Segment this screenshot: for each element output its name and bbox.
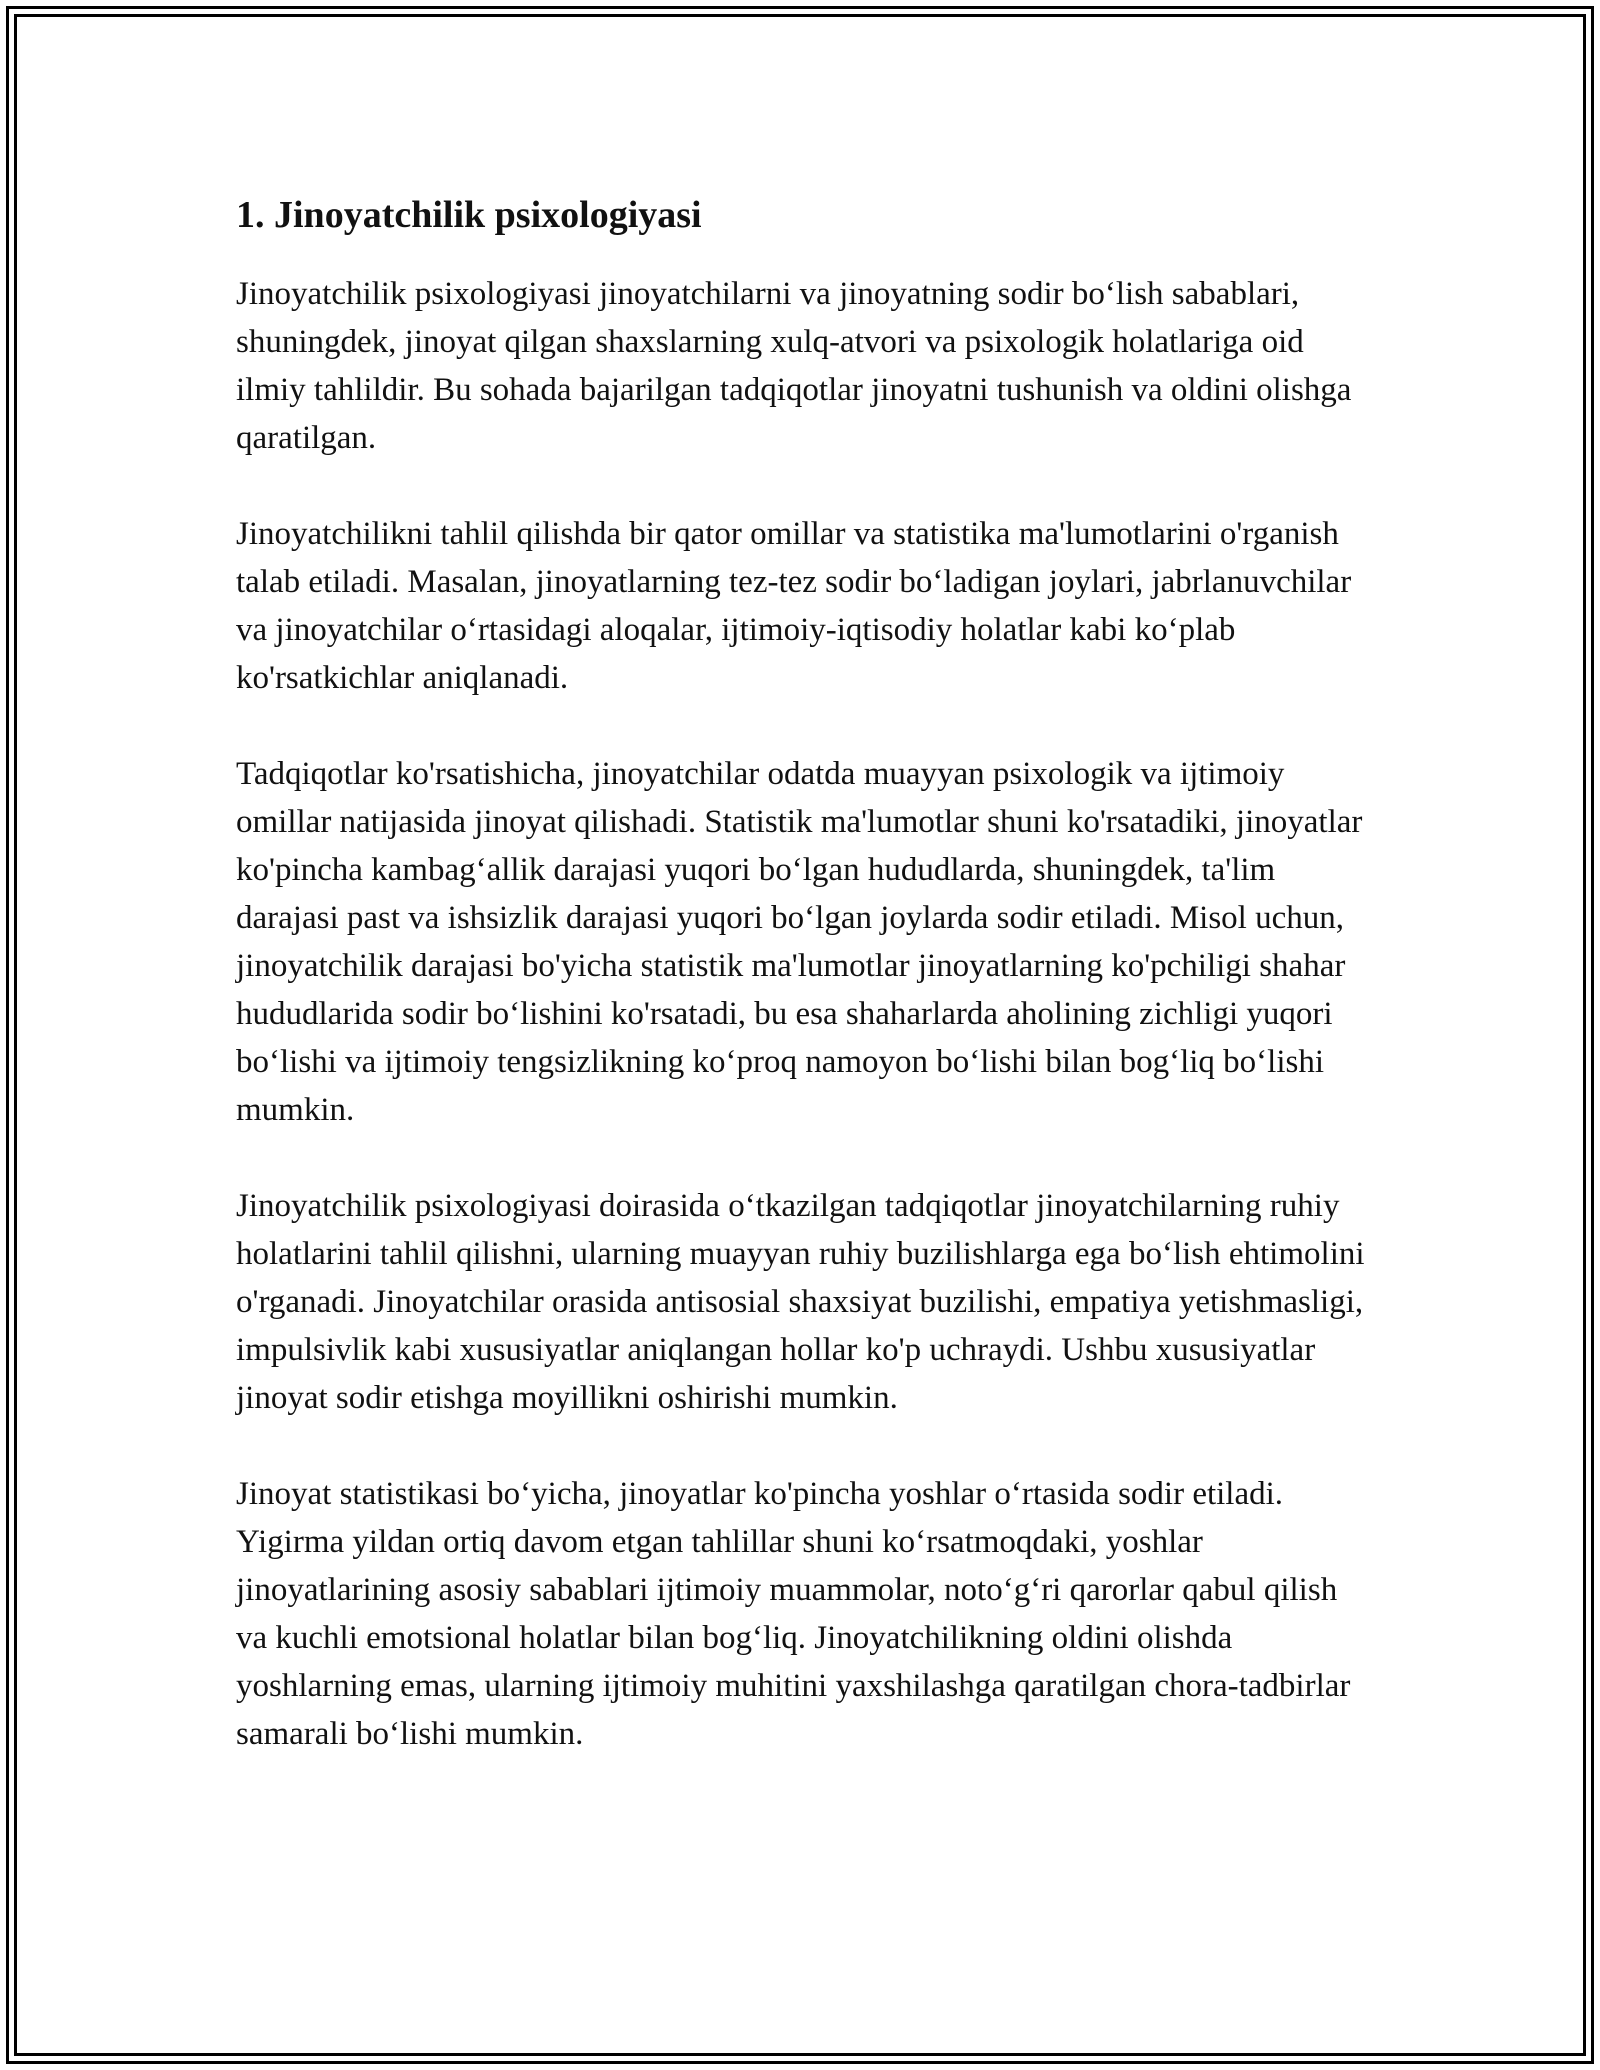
paragraph-4: Jinoyatchilik psixologiyasi doirasida o‘tkazilgan tadqiqotlar jinoyatchilarning ruhiy holatlarini tahlil qilishni, ularning muayyan ruhiy buzilishlarga ega bo‘lish ehtimolini o'rganadi. Jinoyatchilar orasida antisosial shaxsiyat buzilishi, empatiya yetishmasligi, impulsivlik kabi xususiyatlar aniqlangan hollar ko'p uchraydi. Ushbu xususiyatlar jinoyat sodir etishga moyillikni oshirishi mumkin. [236, 1188, 1365, 1416]
section-heading: 1. Jinoyatchilik psixologiyasi [236, 194, 702, 236]
paragraph-1: Jinoyatchilik psixologiyasi jinoyatchilarni va jinoyatning sodir bo‘lish sabablari, shuningdek, jinoyat qilgan shaxslarning xulq-atvori va psixologik holatlariga oid ilmiy tahlildir. Bu sohada bajarilgan tadqiqotlar jinoyatni tushunish va oldini olishga qaratilgan. [236, 276, 1352, 456]
paragraph-3: Tadqiqotlar ko'rsatishicha, jinoyatchilar odatda muayyan psixologik va ijtimoiy omillar natijasida jinoyat qilishadi. Statistik ma'lumotlar shuni ko'rsatadiki, jinoyatlar ko'pincha kambag‘allik darajasi yuqori bo‘lgan hududlarda, shuningdek, ta'lim darajasi past va ishsizlik darajasi yuqori bo‘lgan joylarda sodir etiladi. Misol uchun, jinoyatchilik darajasi bo'yicha statistik ma'lumotlar jinoyatlarning ko'pchiligi shahar hududlarida sodir bo‘lishini ko'rsatadi, bu esa shaharlarda aholining zichligi yuqori bo‘lishi va ijtimoiy tengsizlikning ko‘proq namoyon bo‘lishi bilan bog‘liq bo‘lishi mumkin. [236, 756, 1363, 1128]
document-body [236, 190, 1371, 1806]
paragraph-2: Jinoyatchilikni tahlil qilishda bir qator omillar va statistika ma'lumotlarini o'rganish talab etiladi. Masalan, jinoyatlarning tez-tez sodir bo‘ladigan joylari, jabrlanuvchilar va jinoyatchilar o‘rtasidagi aloqalar, ijtimoiy-iqtisodiy holatlar kabi ko‘plab ko'rsatkichlar aniqlanadi. [236, 516, 1352, 696]
paragraph-5: Jinoyat statistikasi bo‘yicha, jinoyatlar ko'pincha yoshlar o‘rtasida sodir etiladi. Yigirma yildan ortiq davom etgan tahlillar shuni ko‘rsatmoqdaki, yoshlar jinoyatlarining asosiy sabablari ijtimoiy muammolar, noto‘g‘ri qarorlar qabul qilish va kuchli emotsional holatlar bilan bog‘liq. Jinoyatchilikning oldini olishda yoshlarning emas, ularning ijtimoiy muhitini yaxshilashga qaratilgan chora-tadbirlar samarali bo‘lishi mumkin. [236, 1476, 1351, 1752]
